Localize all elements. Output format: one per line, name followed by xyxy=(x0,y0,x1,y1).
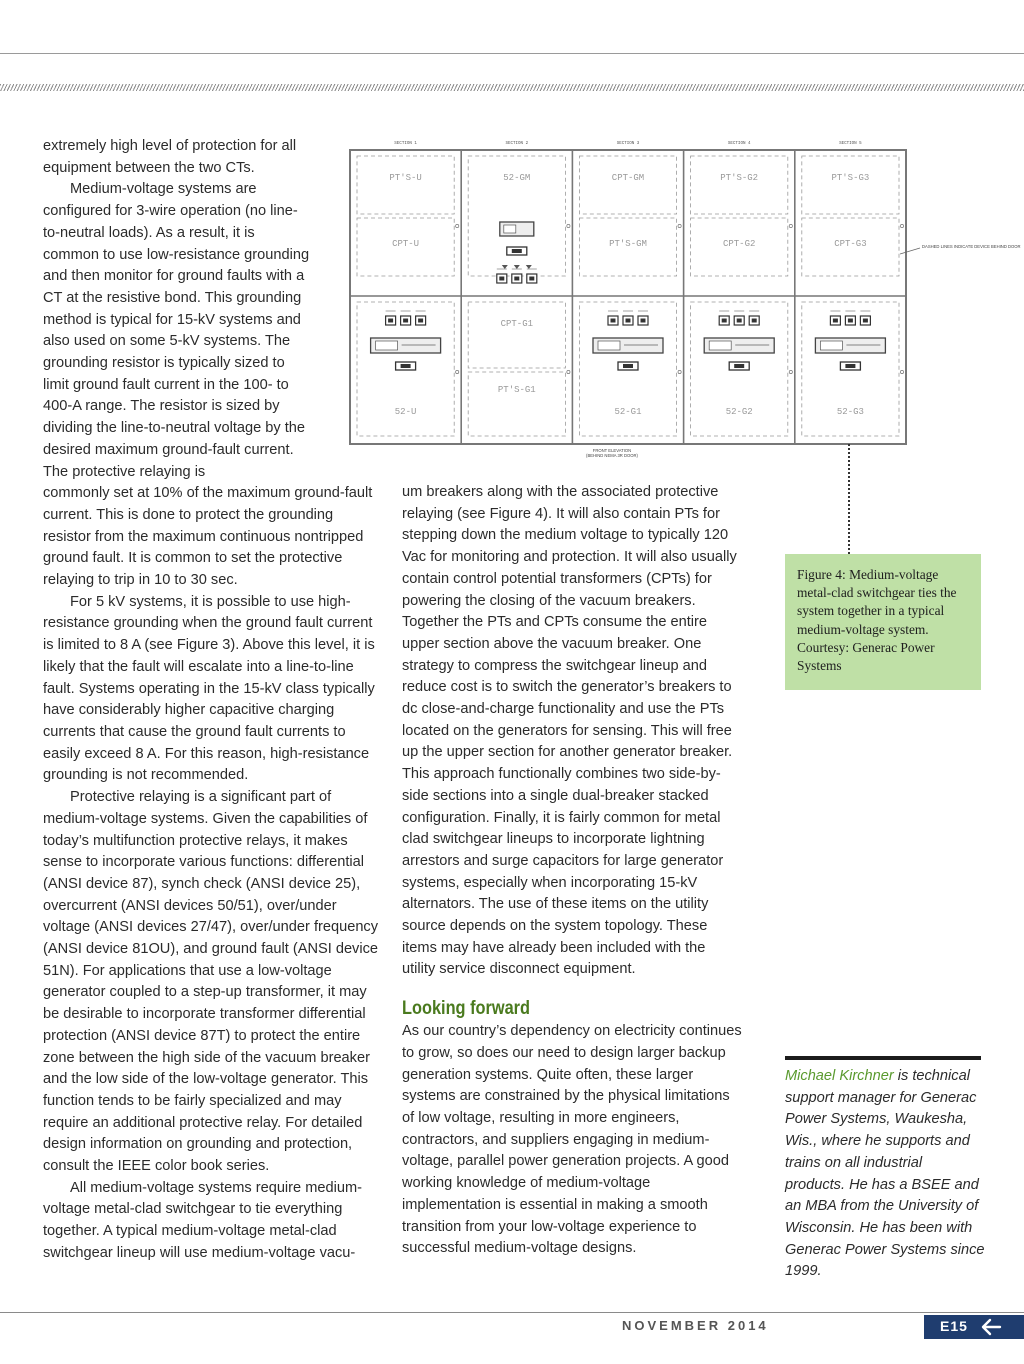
switchgear-figure xyxy=(350,136,1021,466)
door-hinge xyxy=(789,224,792,227)
issue-date: NOVEMBER 2014 xyxy=(622,1318,769,1333)
arrow-indicator xyxy=(502,265,508,269)
author-bio-text: is technical support manager for Generac Power Systems, Waukesha, Wis., where he supports and trains on all industrial products. He has a BSEE and an MBA from the University of Wisconsin. He has been with Generac Power Systems since 1999. xyxy=(785,1068,985,1280)
door-hinge xyxy=(456,224,459,227)
relay-device-face xyxy=(833,319,838,323)
door-hinge xyxy=(789,370,792,373)
relay-device-face xyxy=(848,319,853,323)
relay-screen xyxy=(820,341,842,350)
author-name: Michael Kirchner xyxy=(785,1068,894,1084)
middle-compartment-label: CPT-U xyxy=(392,239,420,249)
paragraph: Medium-voltage systems are configured for 3-wire operation (no line-to-neutral loads). As a result, it is common to use low-resistance grounding and then monitor for ground faults with a CT at the resistive bond. This grounding method is typical for 15-kV systems and also used on some 5-kV systems. The grounding resistor is typically sized to limit ground fault current in the 100- to 400-A range. The resistor is sized by dividing the line-to-neutral voltage by the desired maximum ground-fault current. The protective relaying is xyxy=(43,181,310,480)
callout-dotted-line xyxy=(848,444,850,554)
section-heading: Looking forward xyxy=(402,998,530,1020)
paragraph: commonly set at 10% of the maximum ground-fault current. This is done to protect the grounding resistor from the maximum continuous nontripped ground fault. It is common to set the protective relaying to trip in 10 to 30 sec. xyxy=(43,485,373,589)
relay-device-face xyxy=(403,319,408,323)
middle-compartment-label: CPT-G3 xyxy=(834,239,867,249)
note-leader-line xyxy=(900,248,920,254)
door-hinge xyxy=(567,224,570,227)
text-column-left xyxy=(43,136,381,1265)
relay-screen xyxy=(598,341,620,350)
bio-rule xyxy=(785,1056,981,1060)
relay-screen xyxy=(709,341,731,350)
breaker-compartment-label: 52-G1 xyxy=(614,407,642,417)
breaker-compartment-label: 52-G2 xyxy=(725,407,753,417)
relay-device-face xyxy=(388,319,393,323)
relay-device-face xyxy=(499,277,504,281)
paragraph: um breakers along with the associated protective relaying (see Figure 4). It will also contain PTs for stepping down the medium voltage to typically 120 Vac for monitoring and protection. It will also usually contain control potential transformers (CPTs) for powering the closing of the vacuum breakers. Together the PTs and CPTs consume the entire upper section above the vacuum breaker. One strategy to compress the switchgear lineup and reduce cost is to switch the generator’s breakers to dc close-and-charge functionality and use the PTs located on the generators for sensing. This will free up the upper section for another generator breaker. This approach functionally combines two side-by-side sections into a single dual-breaker stacked configuration. Finally, it is fairly common for metal clad switchgear lineups to incorporate lightning arrestors and surge capacitors for large generator systems, especially when incorporating 15-kV alternators. The use of these items on the utility source depends on the system topology. These items may have already been included with the utility service disconnect equipment. xyxy=(402,484,737,978)
door-hinge xyxy=(567,370,570,373)
door-hinge xyxy=(678,224,681,227)
switchgear-outline xyxy=(350,150,906,444)
door-hinge xyxy=(900,224,903,227)
upper-compartment xyxy=(579,156,676,214)
author-bio xyxy=(785,1066,985,1283)
section-header: SECTION 5 xyxy=(839,142,862,146)
front-elevation-label: FRONT ELEVATION xyxy=(592,448,632,453)
relay-screen xyxy=(376,341,398,350)
section-header: SECTION 3 xyxy=(616,142,640,146)
middle-compartment-label: PT'S-GM xyxy=(609,239,647,249)
relay-device-face xyxy=(529,277,534,281)
upper-compartment xyxy=(691,156,788,214)
relay-screen xyxy=(504,225,516,233)
middle-compartment-label: CPT-G2 xyxy=(722,239,756,249)
paragraph: Protective relaying is a significant part of medium-voltage systems. Given the capabilities of today’s multifunction protective relays, it makes sense to incorporate various functions: differential (ANSI device 87), synch check (ANSI device 25), overcurrent (ANSI devices 50/51), over/under voltage (ANSI devices 27/47), over/under frequency (ANSI device 81OU), and ground fault (ANSI device 51N). For applications that use a low-voltage generator coupled to a step-up transformer, it may be desirable to incorporate transformer differential protection (ANSI device 87T) to protect the entire zone between the high side of the vacuum breaker and the low side of the low-voltage generator. This function tends to be fairly specialized and may require an additional protective relay. For detailed design information on grounding and protection, consult the IEEE color book series. xyxy=(43,789,379,1175)
caption-text: Figure 4: Medium-voltage metal-clad switchgear ties the system together in a typical medium-voltage system. Courtesy: Generac Power Systems xyxy=(797,567,957,674)
page-number: E15 xyxy=(940,1318,968,1334)
breaker-compartment-label: 52-U xyxy=(394,407,417,417)
upper-compartment-label: CPT-GM xyxy=(611,173,645,183)
header-hatch-band xyxy=(0,84,1024,91)
footer-rule xyxy=(0,1312,1024,1313)
switchgear-elevation-drawing xyxy=(350,136,1021,466)
upper-compartment xyxy=(802,156,899,214)
front-elevation-sublabel: (BEHIND NEMA 3R DOOR) xyxy=(586,453,638,458)
relay-device-face xyxy=(611,319,616,323)
section-header: SECTION 2 xyxy=(505,142,529,146)
lower-compartment-label: CPT-G1 xyxy=(500,319,534,329)
upper-compartment-label: PT'S-U xyxy=(389,173,422,183)
section-header: SECTION 4 xyxy=(727,142,751,146)
breaker-handle-grip xyxy=(734,364,744,368)
breaker-handle-grip xyxy=(845,364,855,368)
relay-device-face xyxy=(737,319,742,323)
upper-compartment-label: PT'S-G2 xyxy=(720,173,759,183)
breaker-compartment-label: 52-G3 xyxy=(836,407,864,417)
breaker-handle-grip xyxy=(512,249,522,253)
upper-compartment xyxy=(357,156,454,214)
paragraph: extremely high level of protection for all equipment between the two CTs. xyxy=(43,138,297,176)
lower-compartment-label: PT'S-G1 xyxy=(497,385,536,395)
paragraph: As our country’s dependency on electricity continues to grow, so does our need to design larger backup generation systems. Quite often, these larger systems are constrained by the physical limitations of low voltage, resulting in more engineers, contractors, and suppliers engaging in medium-voltage, parallel power generation projects. A good working knowledge of medium-voltage implementation is essential in making a smooth transition from your low-voltage experience to successful medium-voltage designs. xyxy=(402,1023,742,1257)
arrow-indicator xyxy=(514,265,520,269)
relay-device-face xyxy=(722,319,727,323)
relay-device-face xyxy=(641,319,646,323)
door-hinge xyxy=(900,370,903,373)
arrow-indicator xyxy=(526,265,532,269)
relay-device-face xyxy=(863,319,868,323)
paragraph: All medium-voltage systems require medium-voltage metal-clad switchgear to tie everything together. A typical medium-voltage metal-clad switchgear lineup will use medium-voltage vacu- xyxy=(43,1179,362,1261)
relay-device-face xyxy=(418,319,423,323)
page-tab[interactable] xyxy=(924,1315,1024,1339)
header-rule xyxy=(0,53,1024,54)
door-hinge xyxy=(678,370,681,373)
lower-lower-compartment xyxy=(468,372,565,436)
text-column-middle xyxy=(402,482,742,1260)
column-left-narrow-block xyxy=(43,136,313,483)
relay-device-face xyxy=(626,319,631,323)
door-hinge xyxy=(456,370,459,373)
lower-upper-compartment xyxy=(468,302,565,368)
paragraph: For 5 kV systems, it is possible to use high-resistance grounding when the ground fault current is limited to 8 A (see Figure 3). Above this level, it is likely that the fault will escalate into a line-to-line fault. Systems operating in the 15-kV class typically have considerably higher capacitive charging currents that cause the ground fault currents to easily exceed 8 A. For this reason, high-resistance grounding is not recommended. xyxy=(43,593,375,784)
relay-device-face xyxy=(752,319,757,323)
figure-caption xyxy=(785,554,981,690)
upper-compartment-label: PT'S-G3 xyxy=(831,173,870,183)
breaker-handle-grip xyxy=(623,364,633,368)
dashed-lines-note: DASHED LINES INDICATE DEVICE BEHIND DOOR xyxy=(922,244,1021,249)
breaker-handle-grip xyxy=(401,364,411,368)
section-header: SECTION 1 xyxy=(394,142,417,146)
relay-device-face xyxy=(514,277,519,281)
upper-compartment-label: 52-GM xyxy=(503,173,531,183)
left-arrow-icon[interactable] xyxy=(980,1317,1002,1342)
